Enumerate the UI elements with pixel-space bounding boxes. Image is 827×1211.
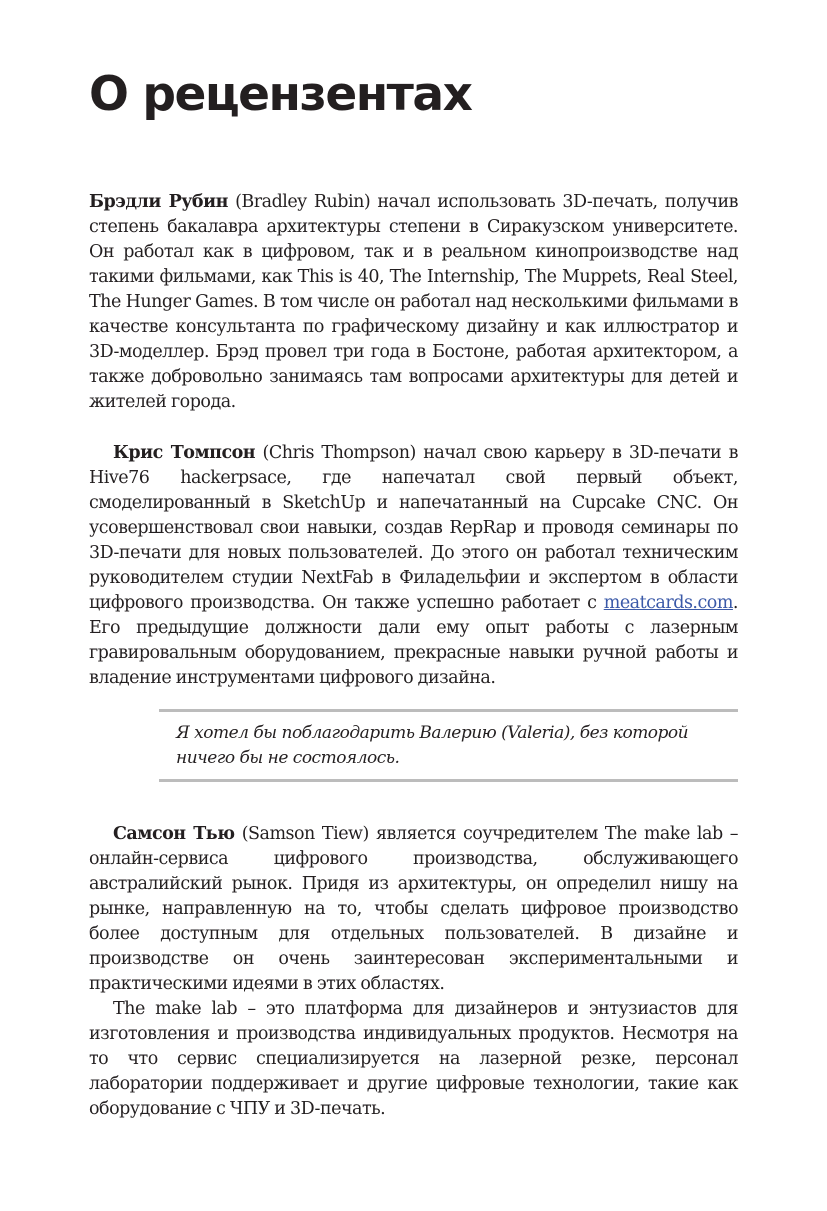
reviewer-name: Крис Томпсон: [113, 443, 256, 463]
reviewer-name: Самсон Тью: [113, 824, 235, 844]
reviewer-bio-rubin: [89, 190, 738, 415]
bio-paragraph: [89, 822, 738, 997]
quote-text: Я хотел бы поблагодарить Валерию (Valeria), без которой ничего бы не состоялось.: [176, 723, 689, 768]
page-title: О рецензентах: [89, 67, 472, 122]
acknowledgement-quote: [159, 709, 738, 782]
bio-paragraph: [89, 441, 738, 691]
bio-paragraph-2: The make lab – это платформа для дизайнеров и энтузиастов для изготовления и производства индивидуальных продуктов. Несмотря на то что сервис специализируется на лазерной резке, персонал лаборатории поддерживает и другие цифровые технологии, такие как оборудование с ЧПУ и 3D-печать.: [89, 999, 738, 1119]
reviewer-bio-tiew: [89, 822, 738, 1122]
bio-paragraph: [89, 190, 738, 415]
reviewer-bio-thompson: [89, 441, 738, 691]
reviewer-name: Брэдли Рубин: [89, 192, 228, 212]
bio-text: (Bradley Rubin) начал использовать 3D-печать, получив степень бакалавра архитектуры степени в Сиракузском университете. Он работал как в цифровом, так и в реальном кинопроизводстве над такими фильмами, как This is 40, The Internship, The Muppets, Real Steel, The Hunger Games. В том числе он работал над несколькими фильмами в качестве консультанта по графическому дизайну и как иллюстратор и 3D-моделлер. Брэд провел три года в Бостоне, работая архитектором, а также добровольно занимаясь там вопросами архитектуры для детей и жителей города.: [89, 192, 738, 412]
meatcards-link[interactable]: meatcards.com: [603, 593, 733, 613]
bio-text: (Samson Tiew) является соучредителем The make lab – онлайн-сервиса цифрового производства, обслуживающего австралийский рынок. Придя из архитектуры, он определил нишу на рынке, направленную на то, чтобы сделать цифровое производство более доступным для отдельных пользователей. В дизайне и производстве он очень заинтересован экспериментальными и практическими идеями в этих областях.: [89, 824, 739, 994]
bio-text-continued: . Его предыдущие должности дали ему опыт работы с лазерным гравировальным оборудованием, прекрасные навыки ручной работы и владение инструментами цифрового дизайна.: [89, 593, 738, 688]
bio-text: (Chris Thompson) начал свою карьеру в 3D-печати в Hive76 hackerpsace, где напечатал свой первый объект, смоделированный в SketchUp и напечатанный на Cupcake CNC. Он усовершенствовал свои навыки, создав RepRap и проводя семинары по 3D-печати для новых пользователей. До этого он работал техническим руководителем студии NextFab в Филадельфии и экспертом в области цифрового производства. Он также успешно работает с: [89, 443, 738, 613]
